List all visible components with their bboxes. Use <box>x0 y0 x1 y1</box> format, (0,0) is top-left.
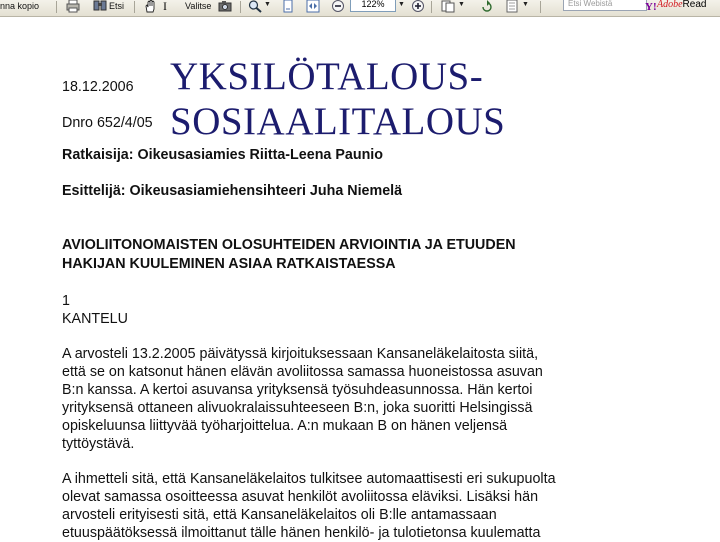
snapshot-camera-icon[interactable] <box>218 0 232 13</box>
slide-title-line-1: YKSILÖTALOUS- <box>170 55 484 98</box>
pdf-reader-toolbar <box>0 0 720 17</box>
document-icon[interactable] <box>505 0 519 13</box>
paragraph-line: tyttöystävä. <box>62 436 135 452</box>
slide-title-line-2: SOSIAALITALOUS <box>170 100 506 143</box>
paragraph-line: yrityksensä ottaneen alivuokralaissuhteeseen B:n, joka suoritti Helsingissä <box>62 400 533 416</box>
document-dnro: Dnro 652/4/05 <box>62 115 153 131</box>
adobe-reader-suffix: Read <box>682 0 707 10</box>
adobe-reader-label[interactable] <box>657 0 706 9</box>
section-title: KANTELU <box>62 311 128 327</box>
document-decider: Ratkaisija: Oikeusasiamies Riitta-Leena Paunio <box>62 147 384 163</box>
hand-tool-icon[interactable] <box>143 0 157 13</box>
chevron-down-icon[interactable]: ▼ <box>522 1 529 8</box>
toolbar-divider <box>431 1 432 13</box>
chevron-down-icon[interactable]: ▼ <box>458 1 465 8</box>
adobe-brand-label: Adobe <box>657 0 683 10</box>
page-layout-icon[interactable] <box>441 0 455 13</box>
paragraph-line: että se on katsonut hänen elävän avoliitossa samassa huoneistossa asuvan <box>62 364 543 380</box>
paragraph-line: opiskeluunsa liittyvää työharjoittelua. A:n mukaan B on hänen veljensä <box>62 418 508 434</box>
fit-page-icon[interactable] <box>306 0 320 13</box>
paragraph-line: olevat samassa osoitteessa asuvat henkilöt avoliitossa eläviksi. Lisäksi hän <box>62 489 539 505</box>
paragraph-line: etuuspäätöksessä ilmoittanut tälle hänen henkilö- ja tulotietonsa kuulematta <box>62 525 541 541</box>
section-number: 1 <box>62 293 70 309</box>
chevron-down-icon[interactable]: ▼ <box>398 1 405 8</box>
paragraph-line: B:n kanssa. A kertoi asuvansa yrityksensä työsuhdeasunnossa. Hän kertoi <box>62 382 533 398</box>
document-presenter: Esittelijä: Oikeusasiamiehensihteeri Juha Niemelä <box>62 183 403 199</box>
document-heading-line-2: HAKIJAN KUULEMINEN ASIAA RATKAISTAESSA <box>62 256 396 272</box>
svg-text:Y!: Y! <box>645 1 657 13</box>
select-tool-button[interactable]: Valitse <box>185 1 212 11</box>
zoom-out-icon[interactable] <box>331 0 345 13</box>
toolbar-divider <box>56 1 57 13</box>
zoom-level-field[interactable]: 122% <box>350 0 396 12</box>
toolbar-divider <box>240 1 241 13</box>
actual-size-icon[interactable] <box>281 0 295 13</box>
paragraph-1 <box>62 345 543 453</box>
yahoo-icon[interactable] <box>644 0 658 13</box>
document-date: 18.12.2006 <box>62 79 134 95</box>
document-heading-line-1: AVIOLIITONOMAISTEN OLOSUHTEIDEN ARVIOINTIA JA ETUUDEN <box>62 237 516 253</box>
slide-title <box>170 54 505 144</box>
zoom-tool-icon[interactable] <box>248 0 262 13</box>
search-icon[interactable] <box>93 0 107 13</box>
print-icon[interactable] <box>66 0 80 13</box>
toolbar-divider <box>540 1 541 13</box>
zoom-in-icon[interactable] <box>411 0 425 13</box>
paragraph-2 <box>62 470 556 542</box>
toolbar-divider <box>134 1 135 13</box>
paragraph-line: A ihmetteli sitä, että Kansaneläkelaitos tulkitsee automaattisesti eri sukupuolta <box>62 471 556 487</box>
chevron-down-icon[interactable]: ▼ <box>264 1 271 8</box>
search-web-input[interactable]: Etsi Webistä <box>563 0 647 11</box>
paragraph-line: A arvosteli 13.2.2005 päivätyssä kirjoituksessaan Kansaneläkelaitosta siitä, <box>62 346 539 362</box>
paragraph-line: arvosteli erityisesti sitä, että Kansaneläkelaitos oli B:lle antamassaan <box>62 507 497 523</box>
rotate-icon[interactable] <box>480 0 494 13</box>
search-button[interactable]: Etsi <box>109 1 125 11</box>
text-select-cursor-icon[interactable]: I <box>163 0 167 13</box>
save-copy-button[interactable]: nna kopio <box>0 1 40 11</box>
